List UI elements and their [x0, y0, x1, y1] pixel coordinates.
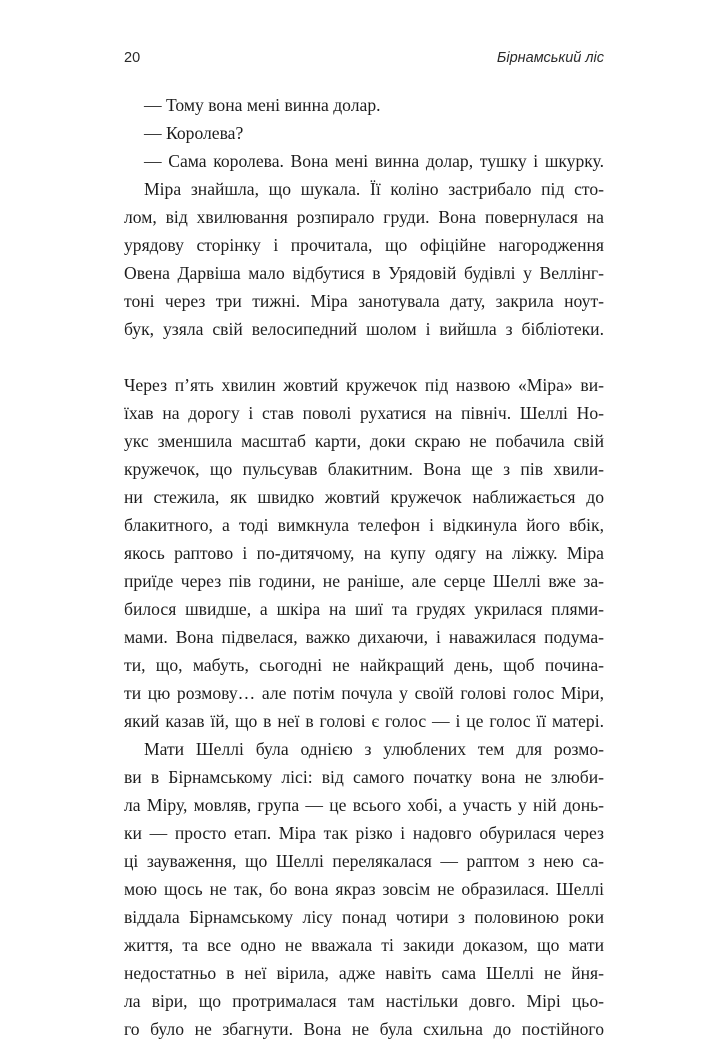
text-line: ки — просто етап. Міра так різко і надовго обурилася через: [124, 823, 604, 843]
text-line: — Королева?: [144, 123, 244, 143]
text-line: Овена Дарвіша мало відбутися в Урядовій будівлі у Веллінг-: [124, 263, 604, 283]
text-line: бук, узяла свій велосипедний шолом і вийшла з бібліотеки.: [124, 319, 604, 339]
text-line: укс зменшила масштаб карти, доки скраю не побачила свій: [124, 431, 604, 451]
text-line: ці зауваження, що Шеллі перелякалася — раптом з нею са-: [124, 851, 604, 871]
text-line: мою щось не так, бо вона якраз зовсім не образилася. Шеллі: [124, 879, 604, 899]
text-line: кружечок, що пульсував блакитним. Вона ще з пів хвили-: [124, 459, 604, 479]
text-line: — Сама королева. Вона мені винна долар, тушку і шкурку.: [144, 151, 604, 171]
text-line: ни стежила, як швидко жовтий кружечок наближається до: [124, 487, 604, 507]
text-line: приїде через пів години, не раніше, але серце Шеллі вже за-: [124, 571, 604, 591]
body-text: [124, 91, 604, 1043]
section-break: [124, 343, 604, 371]
text-line: їхав на дорогу і став поволі рухатися на північ. Шеллі Но-: [124, 403, 604, 423]
text-line: ви в Бірнамському лісі: від самого початку вона не злюби-: [124, 767, 604, 787]
text-line: віддала Бірнамському лісу понад чотири з половиною роки: [124, 907, 604, 927]
text-line: блакитного, а тоді вимкнула телефон і відкинула його вбік,: [124, 515, 604, 535]
text-line: ла віри, що протрималася там настільки довго. Мірі цьо-: [124, 991, 604, 1011]
page-number: 20: [124, 50, 141, 66]
text-line: Мати Шеллі була однією з улюблених тем для розмо-: [144, 739, 604, 759]
text-line: билося швидше, а шкіра на шиї та грудях укрилася плями-: [124, 599, 604, 619]
text-line: Міра знайшла, що шукала. Її коліно застрибало під сто-: [144, 179, 604, 199]
text-line: Через п’ять хвилин жовтий кружечок під назвою «Міра» ви-: [124, 375, 604, 395]
text-line: недостатньо в неї вірила, адже навіть сама Шеллі не йня-: [124, 963, 604, 983]
text-line: лом, від хвилювання розпирало груди. Вона повернулася на: [124, 207, 604, 227]
running-head: [124, 50, 604, 72]
book-title: Бірнамський ліс: [496, 50, 604, 66]
text-line: ти цю розмову… але потім почула у своїй голові голос Міри,: [124, 683, 604, 703]
text-line: ла Міру, мовляв, група — це всього хобі, а участь у ній донь-: [124, 795, 604, 815]
text-line: — Тому вона мені винна долар.: [144, 95, 381, 115]
text-line: ти, що, мабуть, сьогодні не найкращий день, щоб почина-: [124, 655, 604, 675]
text-line: який казав їй, що в неї в голові є голос — і це голос її матері.: [124, 711, 604, 731]
text-line: урядову сторінку і прочитала, що офіційне нагородження: [124, 235, 604, 255]
text-line: якось раптово і по-дитячому, на купу одягу на ліжку. Міра: [124, 543, 604, 563]
text-line: мами. Вона підвелася, важко дихаючи, і наважилася подума-: [124, 627, 604, 647]
text-line: го було не збагнути. Вона не була схильна до постійного: [124, 1019, 604, 1039]
text-line: життя, та все одно не вважала ті закиди доказом, що мати: [124, 935, 604, 955]
text-line: тоні через три тижні. Міра занотувала дату, закрила ноут-: [124, 291, 604, 311]
